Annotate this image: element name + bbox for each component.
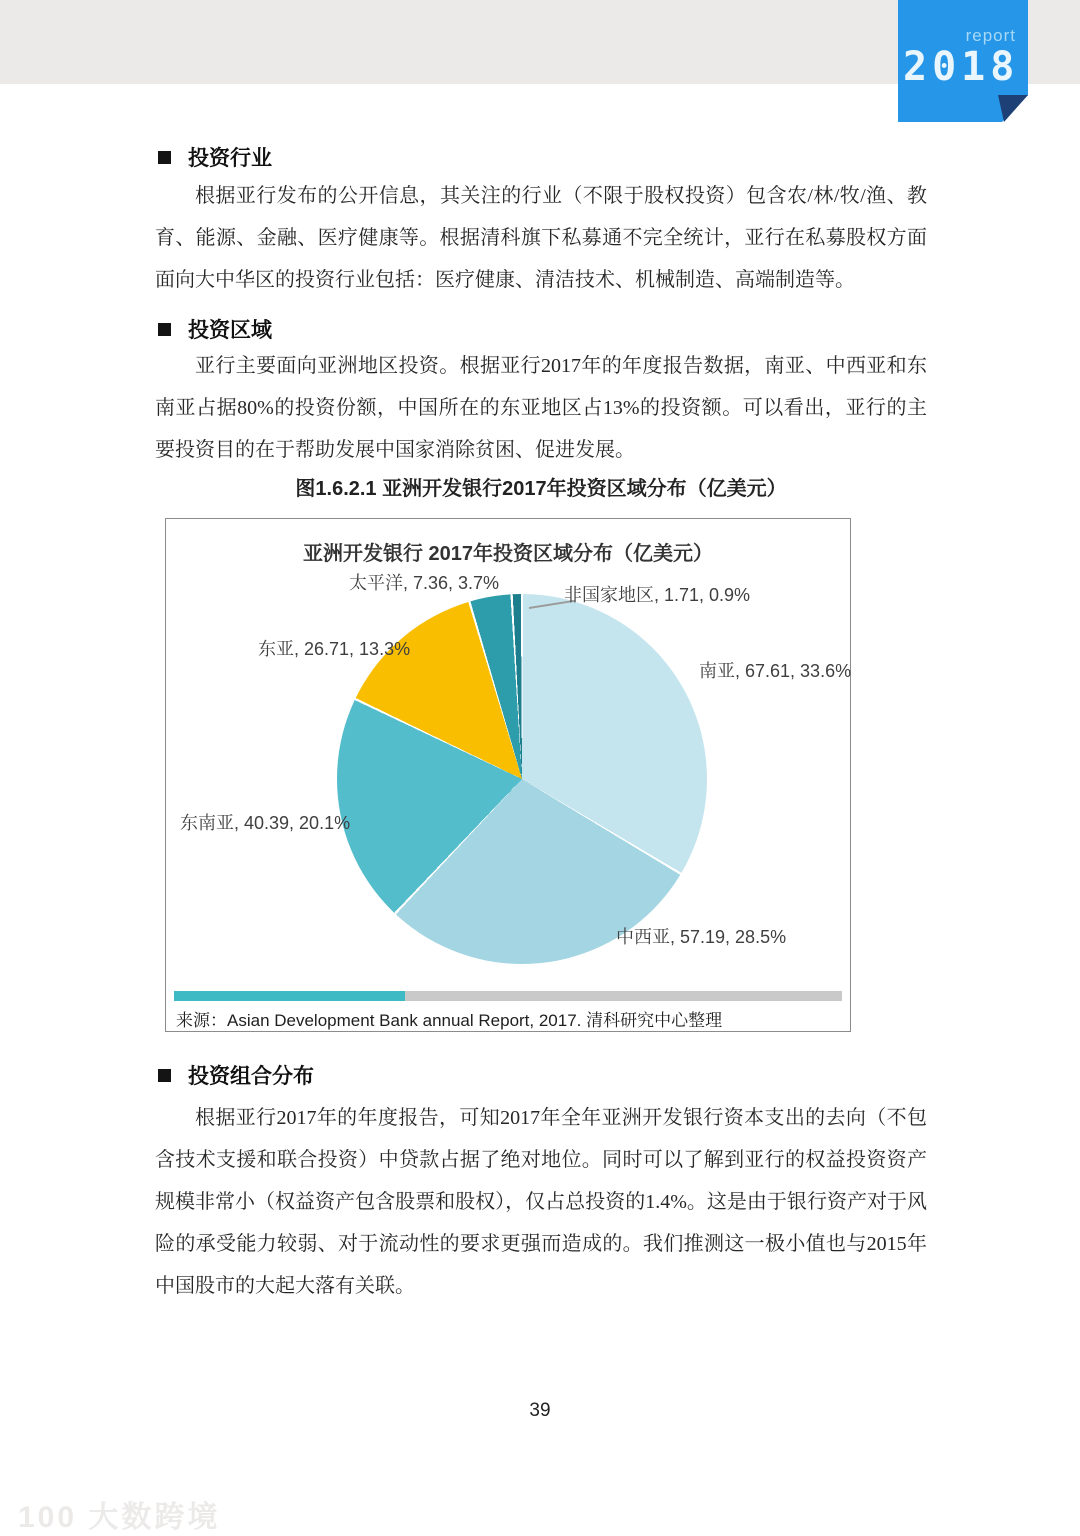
section-heading-investment-industry <box>158 142 272 172</box>
paragraph-investment-region: 亚行主要面向亚洲地区投资。根据亚行2017年的年度报告数据，南亚、中西亚和东南亚占据80%的投资份额，中国所在的东亚地区占13%的投资额。可以看出，亚行的主要投资目的在于帮助发展中国家消除贫困、促进发展。 <box>155 355 927 461</box>
scrollbar-thumb <box>174 991 405 1001</box>
pie-label-non-regional: 非国家地区, 1.71, 0.9% <box>564 585 751 605</box>
pie-label-south-asia: 南亚, 67.61, 33.6% <box>699 661 852 681</box>
source-line <box>176 1006 722 1031</box>
source-prefix: 来源： <box>176 1011 227 1030</box>
section-heading-portfolio-distribution <box>158 1060 314 1090</box>
badge-report-label: report <box>965 26 1016 45</box>
pie-label-southeast-asia: 东南亚, 40.39, 20.1% <box>180 813 351 833</box>
watermark-logo: 100 大数跨境 <box>18 1501 221 1534</box>
bullet-square-icon <box>158 151 171 164</box>
badge-year-label: 2018 <box>903 44 1020 90</box>
figure-caption: 图1.6.2.1 亚洲开发银行2017年投资区域分布（亿美元） <box>295 478 787 500</box>
source-text: Asian Development Bank annual Report, 2017. 清科研究中心整理 <box>227 1011 723 1030</box>
page-number: 39 <box>529 1400 551 1421</box>
section-heading-label: 投资组合分布 <box>188 1064 314 1088</box>
pie-label-pacific: 太平洋, 7.36, 3.7% <box>349 573 500 593</box>
bullet-square-icon <box>158 323 171 336</box>
figure-chart-box <box>165 518 851 1032</box>
section-heading-label: 投资区域 <box>188 318 272 342</box>
scrollbar-track <box>174 991 842 1001</box>
bullet-square-icon <box>158 1069 171 1082</box>
pie-label-east-asia: 东亚, 26.71, 13.3% <box>258 639 411 659</box>
paragraph-portfolio-distribution: 根据亚行2017年的年度报告，可知2017年全年亚洲开发银行资本支出的去向（不包含技术支援和联合投资）中贷款占据了绝对地位。同时可以了解到亚行的权益投资资产规模非常小（权益资产包含股票和股权），仅占总投资的1.4%。这是由于银行资产对于风险的承受能力较弱、对于流动性的要求更强而造成的。我们推测这一极小值也与2015年中国股市的大起大落有关联。 <box>155 1107 927 1297</box>
pie-label-central-west-asia: 中西亚, 57.19, 28.5% <box>616 927 787 947</box>
section-heading-investment-region <box>158 314 272 344</box>
section-heading-label: 投资行业 <box>188 146 272 170</box>
chart-title: 亚洲开发银行 2017年投资区域分布（亿美元） <box>302 543 714 565</box>
paragraph-investment-industry: 根据亚行发布的公开信息，其关注的行业（不限于股权投资）包含农/林/牧/渔、教育、能源、金融、医疗健康等。根据清科旗下私募通不完全统计，亚行在私募股权方面面向大中华区的投资行业包括：医疗健康、清洁技术、机械制造、高端制造等。 <box>155 185 927 291</box>
